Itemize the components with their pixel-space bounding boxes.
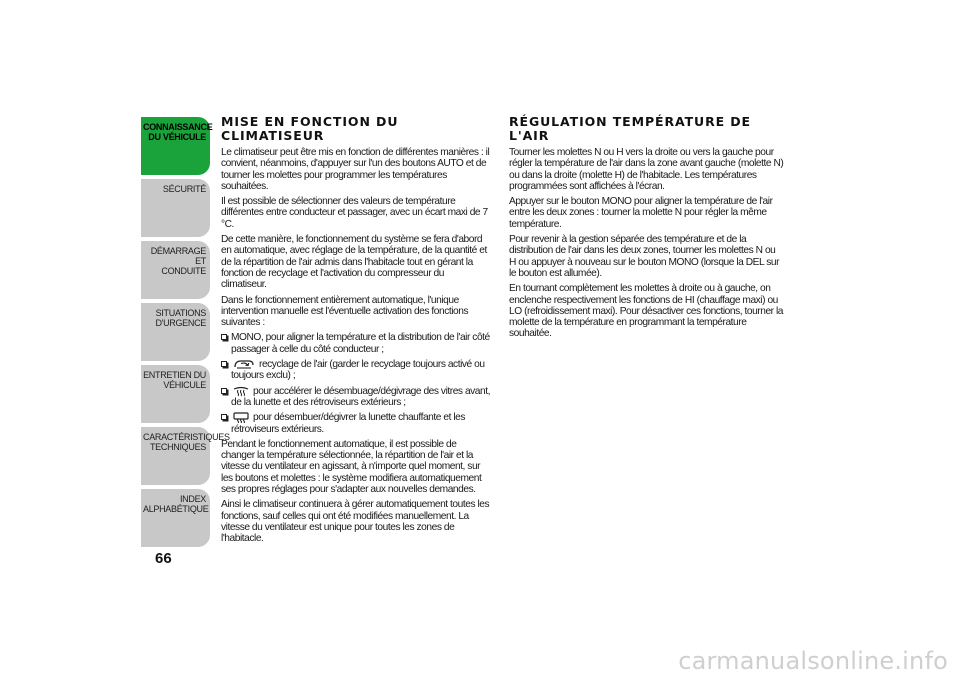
tab-index-alphabetique[interactable]: INDEX ALPHABÉTIQUE	[141, 489, 210, 547]
watermark: carmanualsonline.info	[678, 647, 948, 675]
bullet-box-icon	[221, 388, 227, 394]
tab-situations-d-urgence[interactable]: SITUATIONS D'URGENCE	[141, 303, 210, 361]
paragraph: Il est possible de sélectionner des valeurs de température différentes entre conducteur et passager, avec un écart maxi de 7 °C.	[221, 196, 488, 230]
paragraph: En tournant complètement les molettes à droite ou à gauche, on enclenche respectivement les fonctions de HI (chauffage maxi) ou LO (refroidissement maxi). Pour désactiver ces fonctions, tourner la molette de la température en programmant la température souhaitée.	[509, 283, 784, 340]
page-number: 66	[155, 550, 172, 567]
bullet-item-recirculation	[221, 359, 491, 382]
paragraph: Tourner les molettes N ou H vers la droite ou vers la gauche pour régler la température de l'air dans la zone avant gauche (molette N) ou dans la droite (molette H) de l'habitacle. Les températures programmées sont affichées à l'écran.	[509, 147, 784, 192]
paragraph: Ainsi le climatiseur continuera à gérer automatiquement toutes les fonctions, sauf celles qui ont été modifiées manuellement. La vitesse du ventilateur est unique pour toutes les zones de l'habitacle.	[221, 499, 490, 545]
bullet-item-front-defrost	[221, 386, 491, 409]
rear-window-defrost-icon	[233, 412, 249, 423]
bullet-text: pour désembuer/dégivrer la lunette chauffante et les rétroviseurs extérieurs.	[231, 412, 466, 435]
paragraph: De cette manière, le fonctionnement du système se fera d'abord en automatique, avec réglage de la température, de la quantité et de la répartition de l'air admis dans l'habitacle tout en gérant la fonction de recyclage et l'activation du compresseur du climatiseur.	[221, 234, 487, 291]
section-heading-climatiseur: MISE EN FONCTION DU CLIMATISEUR	[221, 114, 399, 143]
bullet-box-icon	[221, 334, 227, 340]
right-column	[509, 115, 784, 344]
bullet-box-icon	[221, 361, 227, 367]
windshield-defrost-icon	[233, 386, 249, 397]
tab-demarrage-et-conduite[interactable]: DÉMARRAGE ET CONDUITE	[141, 241, 210, 299]
bullet-item-mono	[221, 332, 491, 355]
paragraph: Pendant le fonctionnement automatique, il est possible de changer la température sélectionnée, la répartition de l'air et la vitesse du ventilateur en agissant, à n'importe quel moment, sur les boutons et molettes : le système modifiera automatiquement ses propres réglages pour s'adapter aux nouvelles demandes.	[221, 438, 482, 496]
bullet-box-icon	[221, 414, 227, 420]
bullet-text: recyclage de l'air (garder le recyclage toujours activé ou toujours exclu) ;	[231, 359, 485, 382]
paragraph: Pour revenir à la gestion séparée des température et de la distribution de l'air dans les deux zones, tourner les molettes N ou H ou appuyer à nouveau sur le bouton MONO (lorsque la DEL sur le bouton est allumée).	[509, 234, 780, 279]
section-heading-regulation: RÉGULATION TEMPÉRATURE DE L'AIR	[509, 114, 752, 143]
air-recirculation-icon	[233, 359, 255, 370]
left-column	[221, 115, 491, 549]
paragraph: Le climatiseur peut être mis en fonction de différentes manières : il convient, néanmoins, d'appuyer sur l'un des boutons AUTO et de tourner les molettes pour programmer les températures souhaitées.	[221, 147, 490, 192]
paragraph: Dans le fonctionnement entièrement automatique, l'unique intervention manuelle est l'éventuelle activation des fonctions suivantes :	[221, 294, 469, 329]
tab-entretien-du-vehicule[interactable]: ENTRETIEN DU VÉHICULE	[141, 365, 210, 423]
tab-connaissance-du-vehicule[interactable]: CONNAISSANCE DU VÉHICULE	[141, 117, 210, 175]
paragraph: Appuyer sur le bouton MONO pour aligner la température de l'air entre les deux zones : tourner la molette N pour régler la même température.	[509, 196, 773, 230]
bullet-text: MONO, pour aligner la température et la distribution de l'air côté passager à celle du côté conducteur ;	[231, 332, 490, 355]
bullet-text: pour accélérer le désembuage/dégivrage des vitres avant, de la lunette et des rétroviseurs extérieurs ;	[231, 385, 490, 408]
tab-securite[interactable]: SÉCURITÉ	[141, 179, 210, 237]
bullet-item-rear-defrost	[221, 412, 491, 435]
tab-caracteristiques-techniques[interactable]: CARACTÉRISTIQUES TECHNIQUES	[141, 427, 210, 485]
